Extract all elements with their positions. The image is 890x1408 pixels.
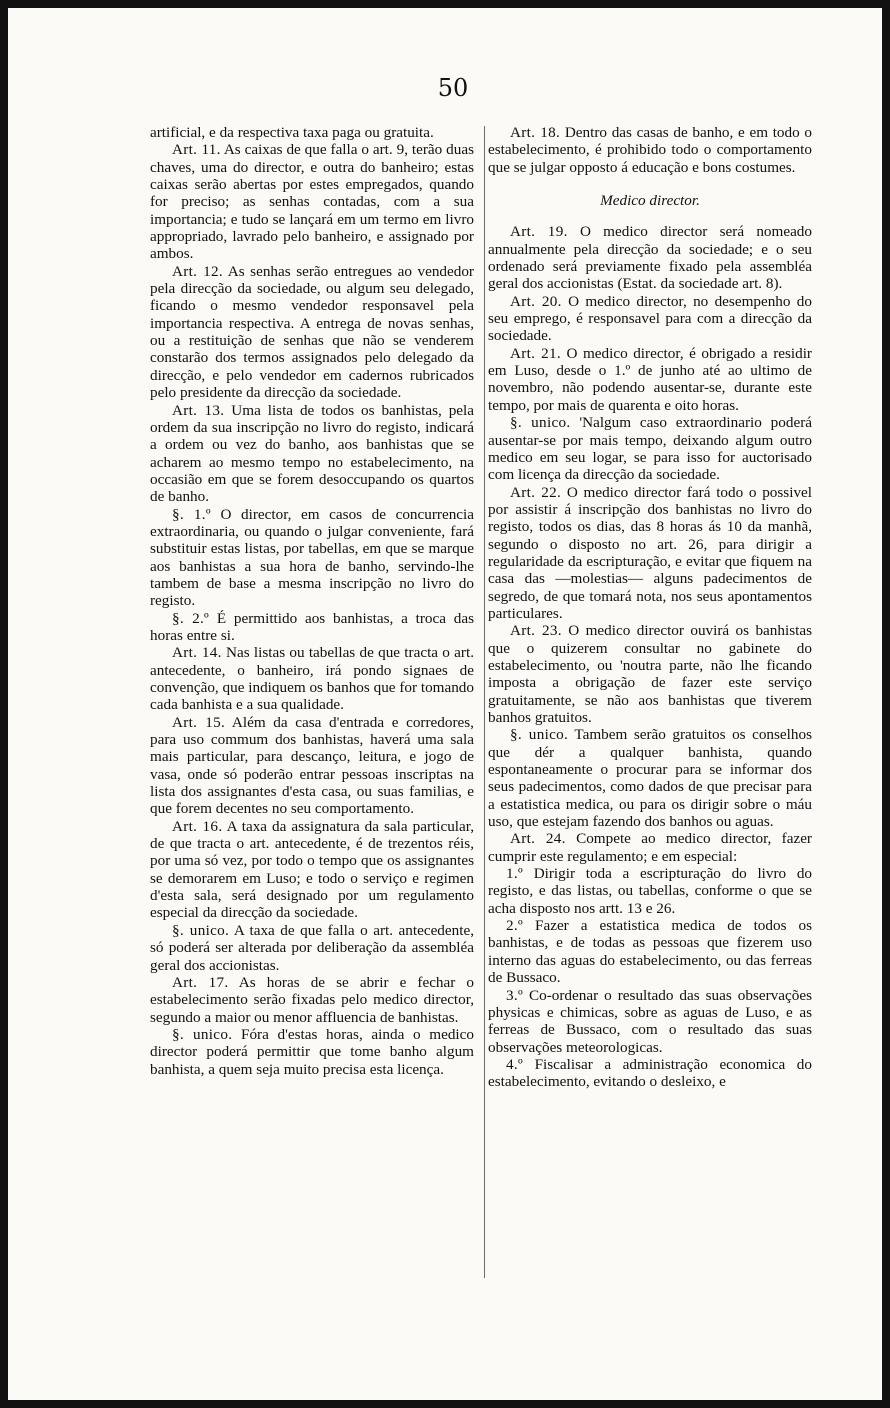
paragraph-text: Tambem serão gratuitos os conselhos que dér a qualquer banhista, quando espontaneamente o procurar para se informar dos seus padecimentos, como dados de que precisar para a estatistica medica, ou para os dirigir sobre o máu uso, que estejam fazendo dos banhos ou aguas. [488,726,812,831]
article-label: Art. 22. [510,483,562,501]
paragraph-text: Dirigir toda a escripturação do livro do registo, e das listas, ou tabellas, conforme o que se acha disposto nos artt. 13 e 26. [488,865,813,917]
article-label: Art. 17. [172,973,229,991]
paragraph [150,922,474,974]
paragraph-text: O medico director, é obrigado a residir em Luso, desde o 1.º de junho até ao ultimo de novembro, não podendo ausentar-se, durante este tempo, por mais de quarenta e oito horas. [488,344,812,414]
paragraph-text: O medico director ouvirá os banhistas que o quizerem consultar no gabinete do estabelecimento, ou 'noutra parte, não lhe ficando imposta a obrigação de fazer este serviço gratuitamente, se não aos banhistas que tiverem banhos gratuitos. [488,622,812,726]
paragraph [150,1026,474,1078]
paragraph-text: É permittido aos banhistas, a troca das horas entre si. [150,609,474,644]
item-number: 1.º [506,865,523,883]
paragraph-text: O medico director fará todo o possivel por assistir á inscripção dos banhistas no livro do registo, todos os dias, das 8 horas ás 10 da manhã, segundo o disposto no art. 26, para dirigir a regularidade da escripturação, e evitar que fiquem na casa das —molestias— alguns padecimentos de segredo, de que tomará nota, nos seus apontamentos particulares. [488,483,812,622]
paragraph-text: O medico director será nomeado annualmente pela direcção da sociedade; e o seu ordenado será previamente fixado pela assembléa geral dos accionistas (Estat. da sociedade art. 8). [488,223,812,293]
page-number: 50 [437,74,469,102]
paragraph-text: O director, em casos de concurrencia extraordinaria, ou quando o julgar conveniente, fará substituir estas listas, por tabellas, em que se marque aos banhistas a sua hora de banho, servindo-lhe tambem de base a mesma inscripção no livro do registo. [150,505,474,610]
article-label: Art. 21. [510,344,561,362]
column-divider [484,126,485,1278]
paragraph-text: Compete ao medico director, fazer cumprir este regulamento; e em especial: [488,830,812,865]
paragraph-text: As caixas de que falla o art. 9, terão duas chaves, uma do director, e outra do banheiro; estas caixas serão abertas por estes empregados, quando for preciso; as senhas contadas, com a sua importancia; e tudo se lançará em um termo em livro appropriado, lavrado pelo banheiro, e assignado por ambos. [150,141,474,263]
paragraph [150,714,474,818]
article-label: Art. 24. [510,830,566,848]
paragraph [488,124,812,176]
paragraph [488,622,812,726]
paragraph [488,293,812,345]
paragraph [488,830,812,865]
article-label: Art. 12. [172,262,223,280]
article-label: Art. 15. [172,713,226,731]
section-sign-label: §. unico. [510,726,569,744]
paragraph-text: As senhas serão entregues ao vendedor pela direcção da sociedade, ou algum seu delegado, ficando o mesmo vendedor responsavel pela importancia respectiva. A entrega de novas senhas, ou a restituição de senhas que não se venderem constarão dos termos assignados pelo delegado da direcção, e pelo vendedor em cadernos rubricados pelo presidente da direcção da sociedade. [150,262,474,402]
paragraph [150,263,474,402]
paragraph [150,818,474,922]
paragraph [488,414,812,483]
paragraph [150,610,474,645]
paragraph [150,141,474,262]
paragraph-text: artificial, e da respectiva taxa paga ou gratuita. [150,124,434,141]
section-sign-label: §. 2.º [172,609,210,627]
paragraph-text: Fóra d'estas horas, ainda o medico director poderá permittir que tome banho algum banhista, a quem seja muito precisa esta licença. [150,1025,474,1078]
article-label: Art. 23. [510,622,562,640]
article-label: Art. 19. [510,223,568,241]
left-column [150,124,474,1078]
item-number: 4.º [506,1055,523,1073]
list-item [488,987,812,1056]
item-number: 2.º [506,917,523,935]
paragraph [488,345,812,414]
paragraph-text: 'Nalgum caso extraordinario poderá ausentar-se por mais tempo, deixando algum outro medico em seu logar, se para isso for auctorisado com licença da direcção da sociedade. [488,414,813,484]
paragraph-text: Co-ordenar o resultado das suas observações physicas e chimicas, sobre as aguas de Luso, e as ferreas de Bussaco, com o resultado das suas observações meteorologicas. [488,986,813,1056]
section-title: Medico director. [600,192,700,210]
paragraph-text: Dentro das casas de banho, e em todo o estabelecimento, é prohibido todo o comportamento que se julgar opposto á educação e bons costumes. [488,124,812,176]
article-label: Art. 20. [510,292,562,310]
paragraph [488,726,812,830]
paragraph-text: As horas de se abrir e fechar o estabelecimento serão fixadas pelo medico director, segundo a maior ou menor affluencia de banhistas. [150,973,474,1026]
paragraph [488,223,812,292]
section-sign-label: §. unico. [172,921,230,939]
list-item [488,1056,812,1091]
paragraph [488,484,812,623]
paragraph-text: Nas listas ou tabellas de que tracta o art. antecedente, o banheiro, irá pondo signaes de convenção, que indiquem os banhos que for tomando cada banhista e a sua qualidade. [150,644,474,714]
article-label: Art. 14. [172,644,222,662]
paragraph [150,974,474,1026]
right-column [488,124,812,1091]
paragraph [150,644,474,713]
paragraph-text: A taxa de que falla o art. antecedente, só poderá ser alterada por deliberação da assembléa geral dos accionistas. [150,921,474,974]
paragraph-text: Fiscalisar a administração economica do estabelecimento, evitando o desleixo, e [488,1055,812,1091]
paragraph [150,506,474,610]
item-number: 3.º [506,986,523,1004]
paragraph [150,402,474,506]
section-sign-label: §. 1.º [172,505,211,523]
section-sign-label: §. unico. [510,414,571,432]
paragraph-text: Uma lista de todos os banhistas, pela ordem da sua inscripção no livro do registo, indicará a ordem ou vez do banho, aos banhistas que se acharem ao mesmo tempo no estabelecimento, na occasião em que se forem desoccupando os quartos de banho. [150,401,474,506]
paragraph-text: O medico director, no desempenho do seu emprego, é responsavel para com a direcção da sociedade. [488,292,812,345]
paragraph-text: Fazer a estatistica medica de todos os banhistas, e de todas as pessoas que fizerem uso interno das aguas do estabelecimento, ou das ferreas de Bussaco. [488,917,813,987]
paragraph-text: A taxa da assignatura da sala particular, de que tracta o art. antecedente, é de trezentos réis, por uma só vez, por todo o tempo que os assignantes se demorarem em Luso; e todo o serviço e regimen d'esta sala, será designado por um regulamento especial da direcção da sociedade. [150,817,474,922]
section-sign-label: §. unico. [172,1025,233,1043]
article-label: Art. 18. [510,124,561,141]
list-item [488,917,812,986]
paragraph [150,124,474,141]
article-label: Art. 13. [172,401,225,419]
article-label: Art. 16. [172,817,223,835]
paragraph-text: Além da casa d'entrada e corredores, para uso commum dos banhistas, haverá uma sala mais particular, para descanço, leitura, e jogo de vasa, onde só poderão entrar pessoas inscriptas na lista dos assignantes d'esta casa, ou suas familias, e que forem decentes no seu comportamento. [150,713,474,818]
list-item [488,865,812,917]
article-label: Art. 11. [172,141,221,159]
